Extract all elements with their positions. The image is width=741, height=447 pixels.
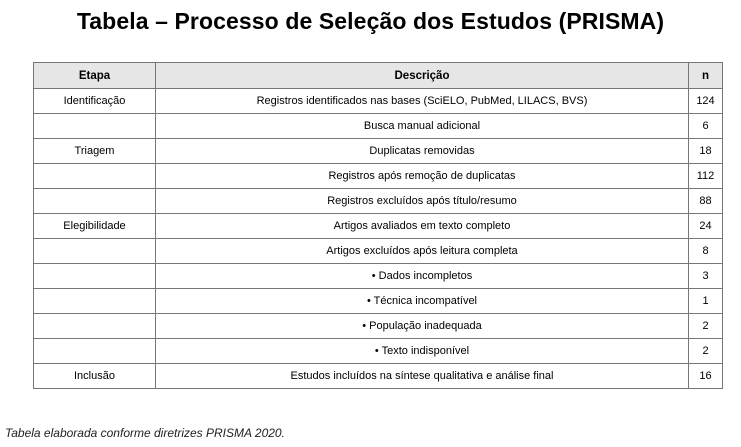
cell-etapa — [34, 289, 156, 314]
column-header-descricao: Descrição — [156, 63, 689, 89]
cell-n: 24 — [689, 214, 723, 239]
cell-n: 88 — [689, 189, 723, 214]
cell-n: 112 — [689, 164, 723, 189]
table-row — [34, 189, 723, 214]
prisma-table — [33, 62, 723, 389]
cell-n: 3 — [689, 264, 723, 289]
cell-n: 124 — [689, 89, 723, 114]
table-row — [34, 239, 723, 264]
table-row — [34, 364, 723, 389]
cell-etapa: Triagem — [34, 139, 156, 164]
table-row — [34, 114, 723, 139]
cell-n: 2 — [689, 339, 723, 364]
page-title: Tabela – Processo de Seleção dos Estudos (PRISMA) — [76, 8, 665, 34]
cell-etapa: Elegibilidade — [34, 214, 156, 239]
column-header-n: n — [689, 63, 723, 89]
cell-n: 18 — [689, 139, 723, 164]
table-row — [34, 314, 723, 339]
cell-n: 16 — [689, 364, 723, 389]
column-header-etapa: Etapa — [34, 63, 156, 89]
table-row — [34, 264, 723, 289]
cell-descricao: Artigos avaliados em texto completo — [156, 214, 689, 239]
cell-descricao: Registros identificados nas bases (SciELO, PubMed, LILACS, BVS) — [156, 89, 689, 114]
table-header-row — [34, 63, 723, 89]
cell-etapa: Identificação — [34, 89, 156, 114]
cell-descricao: • Dados incompletos — [156, 264, 689, 289]
cell-descricao: Artigos excluídos após leitura completa — [156, 239, 689, 264]
cell-etapa — [34, 114, 156, 139]
table-row — [34, 139, 723, 164]
cell-n: 1 — [689, 289, 723, 314]
cell-etapa — [34, 339, 156, 364]
table-row — [34, 339, 723, 364]
cell-descricao: Duplicatas removidas — [156, 139, 689, 164]
cell-etapa — [34, 189, 156, 214]
cell-n: 8 — [689, 239, 723, 264]
table-footnote: Tabela elaborada conforme diretrizes PRISMA 2020. — [5, 426, 285, 440]
cell-etapa: Inclusão — [34, 364, 156, 389]
cell-descricao: • Técnica incompatível — [156, 289, 689, 314]
cell-descricao: Busca manual adicional — [156, 114, 689, 139]
cell-etapa — [34, 164, 156, 189]
table-row — [34, 214, 723, 239]
cell-n: 6 — [689, 114, 723, 139]
cell-descricao: Estudos incluídos na síntese qualitativa e análise final — [156, 364, 689, 389]
cell-descricao: Registros excluídos após título/resumo — [156, 189, 689, 214]
cell-etapa — [34, 264, 156, 289]
table-row — [34, 289, 723, 314]
cell-descricao: Registros após remoção de duplicatas — [156, 164, 689, 189]
table-row — [34, 164, 723, 189]
cell-etapa — [34, 239, 156, 264]
cell-n: 2 — [689, 314, 723, 339]
table-row — [34, 89, 723, 114]
cell-descricao: • População inadequada — [156, 314, 689, 339]
cell-descricao: • Texto indisponível — [156, 339, 689, 364]
cell-etapa — [34, 314, 156, 339]
